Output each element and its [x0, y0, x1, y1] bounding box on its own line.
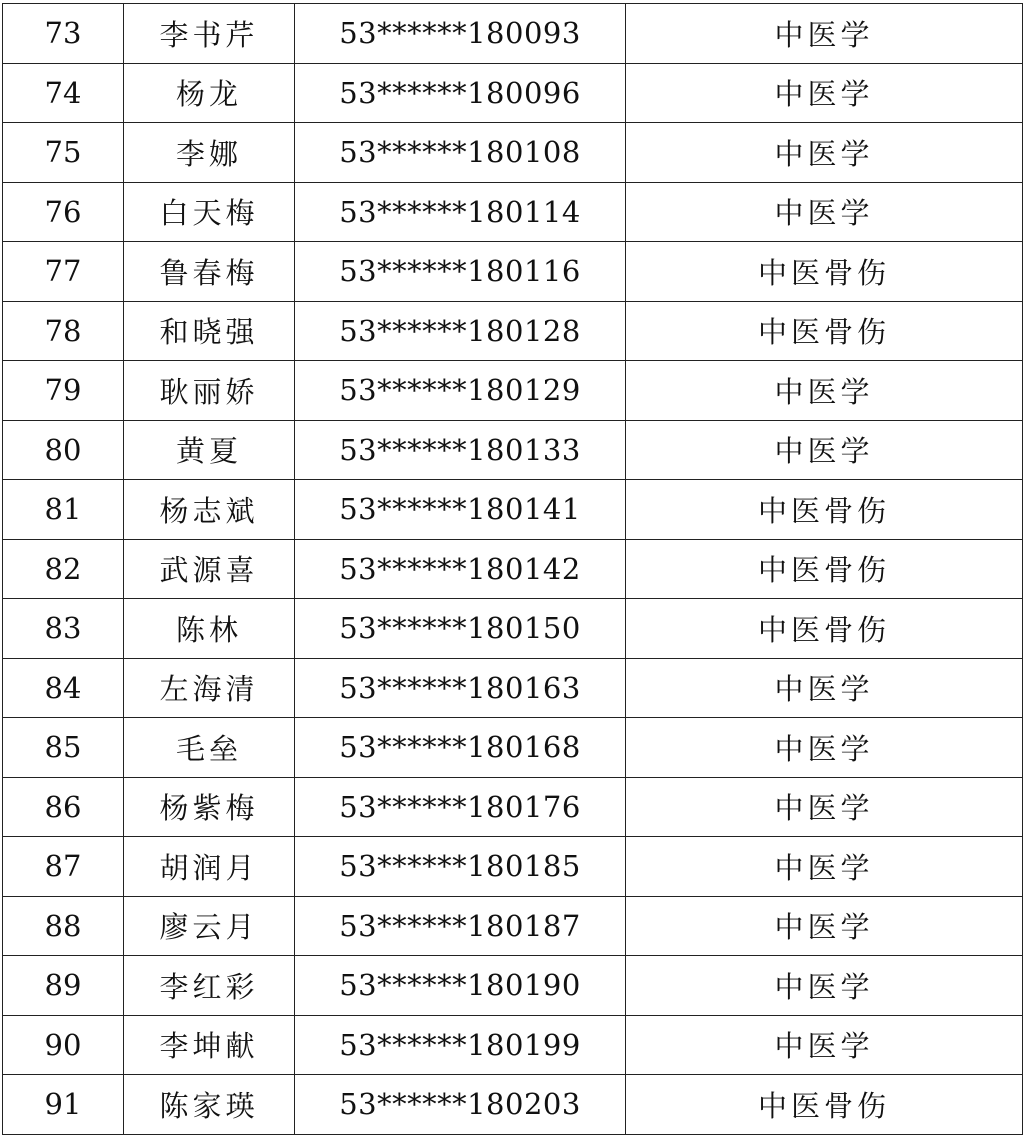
person-name: 杨志斌 — [124, 480, 295, 540]
person-name: 李红彩 — [124, 956, 295, 1016]
person-name: 鲁春梅 — [124, 242, 295, 302]
person-name: 廖云月 — [124, 896, 295, 956]
table-row — [3, 123, 1023, 183]
row-number: 88 — [3, 896, 124, 956]
row-number: 76 — [3, 182, 124, 242]
masked-id-number: 53******180133 — [295, 420, 626, 480]
masked-id-number: 53******180187 — [295, 896, 626, 956]
table-row — [3, 539, 1023, 599]
row-number: 85 — [3, 718, 124, 778]
row-number: 80 — [3, 420, 124, 480]
person-name: 李坤献 — [124, 1015, 295, 1075]
major: 中医学 — [626, 63, 1023, 123]
major: 中医学 — [626, 956, 1023, 1016]
person-name: 和晓强 — [124, 301, 295, 361]
row-number: 90 — [3, 1015, 124, 1075]
major: 中医骨伤 — [626, 301, 1023, 361]
major: 中医骨伤 — [626, 242, 1023, 302]
masked-id-number: 53******180150 — [295, 599, 626, 659]
row-number: 74 — [3, 63, 124, 123]
major: 中医学 — [626, 4, 1023, 64]
person-name: 耿丽娇 — [124, 361, 295, 421]
masked-id-number: 53******180093 — [295, 4, 626, 64]
major: 中医骨伤 — [626, 480, 1023, 540]
person-name: 陈家瑛 — [124, 1075, 295, 1135]
major: 中医学 — [626, 420, 1023, 480]
person-name: 李娜 — [124, 123, 295, 183]
row-number: 75 — [3, 123, 124, 183]
person-name: 杨紫梅 — [124, 777, 295, 837]
person-name: 胡润月 — [124, 837, 295, 897]
major: 中医学 — [626, 837, 1023, 897]
person-name: 黄夏 — [124, 420, 295, 480]
table-row — [3, 599, 1023, 659]
major: 中医学 — [626, 182, 1023, 242]
person-name: 左海清 — [124, 658, 295, 718]
row-number: 77 — [3, 242, 124, 302]
major: 中医学 — [626, 361, 1023, 421]
major: 中医学 — [626, 718, 1023, 778]
person-name: 陈林 — [124, 599, 295, 659]
major: 中医学 — [626, 1015, 1023, 1075]
row-number: 78 — [3, 301, 124, 361]
table-row — [3, 1075, 1023, 1135]
masked-id-number: 53******180185 — [295, 837, 626, 897]
table-row — [3, 420, 1023, 480]
table-row — [3, 777, 1023, 837]
masked-id-number: 53******180096 — [295, 63, 626, 123]
table-row — [3, 182, 1023, 242]
row-number: 81 — [3, 480, 124, 540]
row-number: 86 — [3, 777, 124, 837]
table-row — [3, 4, 1023, 64]
row-number: 87 — [3, 837, 124, 897]
row-number: 89 — [3, 956, 124, 1016]
masked-id-number: 53******180203 — [295, 1075, 626, 1135]
row-number: 82 — [3, 539, 124, 599]
roster-table — [2, 3, 1023, 1135]
major: 中医骨伤 — [626, 539, 1023, 599]
table-row — [3, 896, 1023, 956]
table-row — [3, 658, 1023, 718]
roster-body — [3, 4, 1023, 1135]
masked-id-number: 53******180163 — [295, 658, 626, 718]
major: 中医学 — [626, 123, 1023, 183]
person-name: 李书芹 — [124, 4, 295, 64]
row-number: 73 — [3, 4, 124, 64]
table-row — [3, 301, 1023, 361]
major: 中医骨伤 — [626, 599, 1023, 659]
major: 中医学 — [626, 896, 1023, 956]
table-row — [3, 837, 1023, 897]
major: 中医学 — [626, 777, 1023, 837]
row-number: 79 — [3, 361, 124, 421]
table-row — [3, 718, 1023, 778]
row-number: 84 — [3, 658, 124, 718]
person-name: 白天梅 — [124, 182, 295, 242]
major: 中医学 — [626, 658, 1023, 718]
table-row — [3, 63, 1023, 123]
masked-id-number: 53******180128 — [295, 301, 626, 361]
row-number: 83 — [3, 599, 124, 659]
person-name: 毛垒 — [124, 718, 295, 778]
table-row — [3, 480, 1023, 540]
masked-id-number: 53******180190 — [295, 956, 626, 1016]
masked-id-number: 53******180176 — [295, 777, 626, 837]
major: 中医骨伤 — [626, 1075, 1023, 1135]
table-row — [3, 956, 1023, 1016]
row-number: 91 — [3, 1075, 124, 1135]
masked-id-number: 53******180199 — [295, 1015, 626, 1075]
table-row — [3, 361, 1023, 421]
table-row — [3, 1015, 1023, 1075]
masked-id-number: 53******180141 — [295, 480, 626, 540]
masked-id-number: 53******180129 — [295, 361, 626, 421]
masked-id-number: 53******180108 — [295, 123, 626, 183]
table-row — [3, 242, 1023, 302]
person-name: 杨龙 — [124, 63, 295, 123]
masked-id-number: 53******180116 — [295, 242, 626, 302]
masked-id-number: 53******180168 — [295, 718, 626, 778]
masked-id-number: 53******180142 — [295, 539, 626, 599]
masked-id-number: 53******180114 — [295, 182, 626, 242]
person-name: 武源喜 — [124, 539, 295, 599]
